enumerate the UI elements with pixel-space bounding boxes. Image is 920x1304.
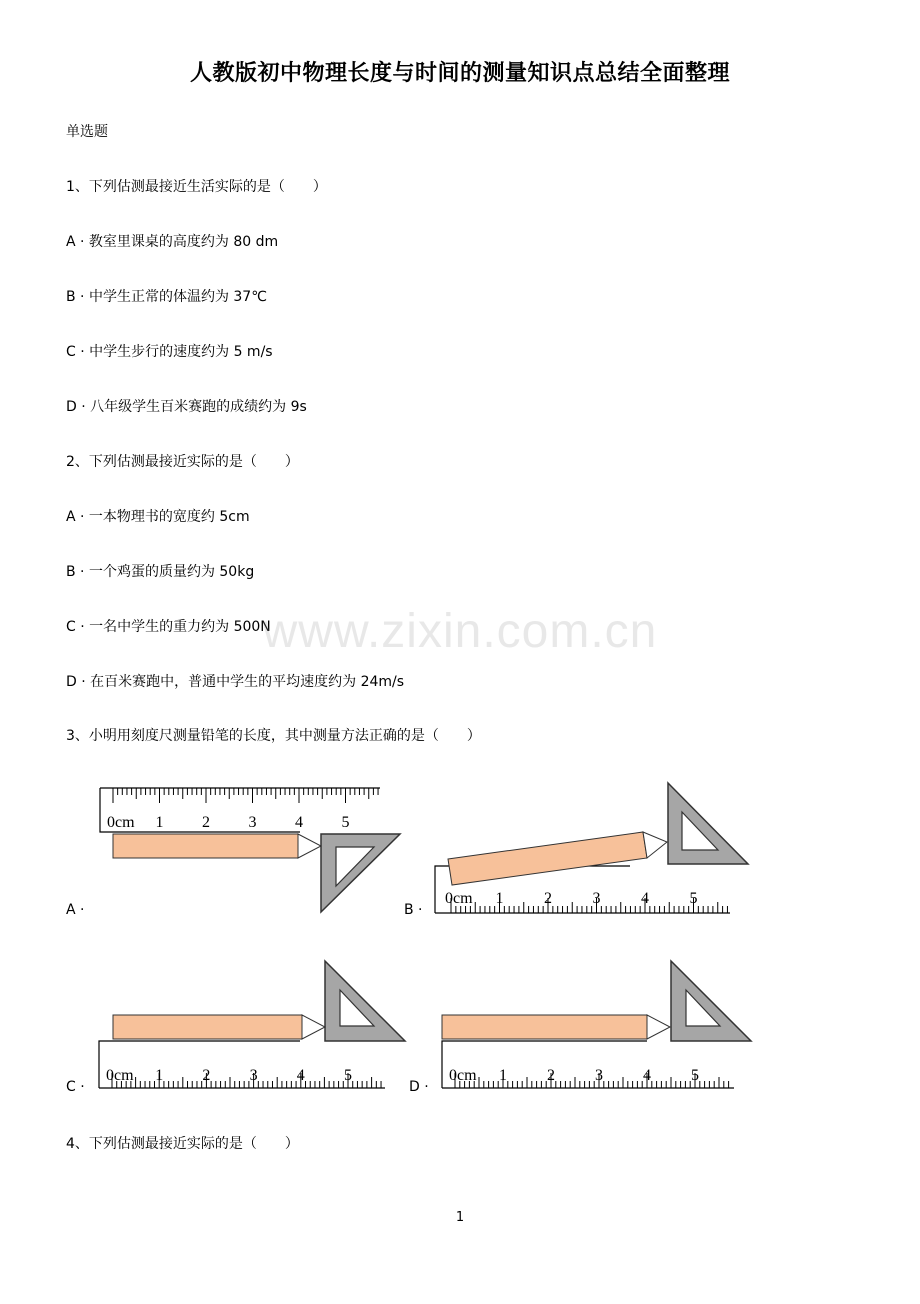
figure-b: [430, 778, 755, 918]
pencil-body: [442, 1015, 647, 1039]
pencil-tip: [647, 1015, 670, 1039]
ruler: [442, 1041, 734, 1088]
pencil-body: [448, 832, 647, 885]
ruler-tick-label: 1: [499, 1067, 507, 1084]
question-3-stem: 3、小明用刻度尺测量铅笔的长度，其中测量方法正确的是（ ）: [66, 728, 481, 744]
question-4-stem: 4、下列估测最接近实际的是（ ）: [66, 1136, 299, 1152]
watermark: www.zixin.com.cn: [262, 605, 658, 658]
figure-c: [95, 958, 410, 1093]
ruler-tick-label: 3: [249, 1067, 258, 1084]
figure-d-label: D ·: [409, 1079, 429, 1095]
question-1-option-a: A · 教室里课桌的高度约为 80 dm: [66, 234, 279, 250]
ruler-tick-label: 0cm: [107, 814, 135, 831]
ruler-tick-label: 3: [595, 1067, 603, 1084]
question-1-stem: 1、下列估测最接近生活实际的是（ ）: [66, 179, 327, 195]
ruler-tick-label: 5: [344, 1067, 352, 1084]
question-1-option-b: B · 中学生正常的体温约为 37℃: [66, 289, 267, 305]
set-square: [668, 783, 748, 864]
question-2-option-d: D · 在百米赛跑中，普通中学生的平均速度约为 24m/s: [66, 674, 405, 690]
ruler-tick-label: 1: [155, 814, 164, 831]
ruler: [99, 1041, 385, 1088]
ruler: [100, 788, 380, 832]
ruler-tick-label: 4: [643, 1067, 651, 1084]
ruler-tick-label: 0cm: [445, 890, 473, 907]
pencil-tip: [643, 832, 667, 858]
question-2-option-c: C · 一名中学生的重力约为 500N: [66, 619, 271, 635]
ruler-tick-label: 2: [202, 814, 210, 831]
ruler-tick-label: 4: [296, 1067, 305, 1084]
ruler-tick-label: 0cm: [106, 1067, 134, 1084]
figure-a-label: A ·: [66, 902, 85, 918]
figure-d: [437, 958, 757, 1093]
figure-c-label: C ·: [66, 1079, 85, 1095]
ruler-tick-label: 4: [295, 814, 303, 831]
figure-b-label: B ·: [404, 902, 423, 918]
pencil-tip: [302, 1015, 325, 1039]
ruler-tick-label: 2: [547, 1067, 555, 1084]
section-heading: 单选题: [66, 124, 108, 140]
ruler-tick-label: 0cm: [449, 1067, 477, 1084]
ruler-tick-label: 3: [592, 890, 601, 907]
question-2-stem: 2、下列估测最接近实际的是（ ）: [66, 454, 299, 470]
ruler-tick-label: 5: [689, 890, 698, 907]
set-square: [325, 961, 405, 1041]
ruler-tick-label: 5: [341, 814, 350, 831]
question-1-option-c: C · 中学生步行的速度约为 5 m/s: [66, 344, 273, 360]
ruler-tick-label: 1: [495, 890, 504, 907]
pencil-tip: [298, 834, 321, 858]
page-number: 1: [455, 1210, 465, 1225]
page-title: 人教版初中物理长度与时间的测量知识点总结全面整理: [189, 61, 730, 86]
ruler-tick-label: 4: [641, 890, 649, 907]
ruler-tick-label: 3: [248, 814, 257, 831]
question-2-option-a: A · 一本物理书的宽度约 5cm: [66, 509, 250, 525]
figure-a: [95, 775, 405, 915]
question-2-option-b: B · 一个鸡蛋的质量约为 50kg: [66, 564, 255, 580]
ruler-tick-label: 5: [691, 1067, 699, 1084]
ruler-tick-label: 2: [202, 1067, 211, 1084]
set-square: [321, 834, 400, 912]
question-1-option-d: D · 八年级学生百米赛跑的成绩约为 9s: [66, 399, 307, 415]
ruler-tick-label: 1: [155, 1067, 164, 1084]
ruler-tick-label: 2: [544, 890, 552, 907]
set-square: [671, 961, 751, 1041]
pencil-body: [113, 834, 298, 858]
pencil-body: [113, 1015, 302, 1039]
